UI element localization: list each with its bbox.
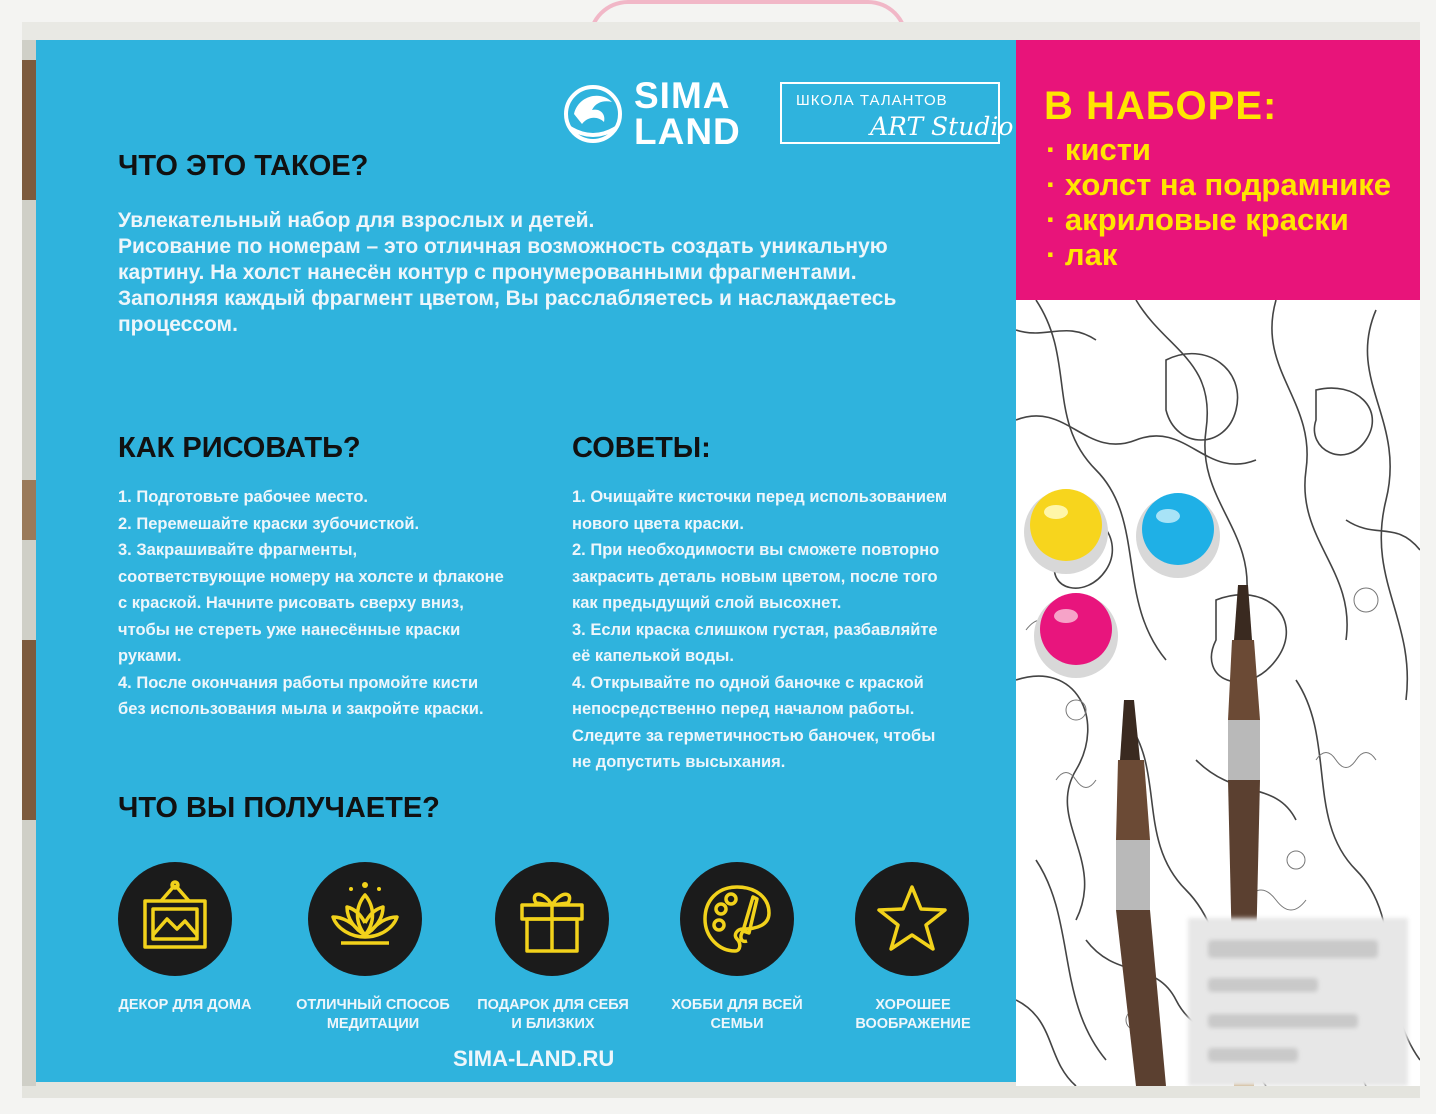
what-line: Увлекательный набор для взрослых и детей.: [118, 209, 595, 232]
benefits-title: ЧТО ВЫ ПОЛУЧАЕТЕ?: [118, 792, 440, 824]
kit-panel: [1016, 40, 1420, 1086]
tips-title: СОВЕТЫ:: [572, 432, 711, 464]
what-text: [118, 208, 896, 338]
box-side-strip: [22, 40, 36, 1086]
tips-line: не допустить высыхания.: [572, 753, 786, 771]
tips-line: 4. Открывайте по одной баночке с краской: [572, 673, 924, 692]
logo-wordmark: SIMA LAND: [634, 75, 741, 152]
tips-line: закрасить деталь новым цветом, после того: [572, 567, 938, 586]
how-line: чтобы не стереть уже нанесённые краски: [118, 620, 461, 639]
tips-line: 2. При необходимости вы сможете повторно: [572, 541, 940, 559]
what-line: Рисование по номерам – это отличная возможность создать уникальную: [118, 235, 888, 258]
blurred-label: [1188, 918, 1408, 1086]
how-line: с краской. Начните рисовать сверху вниз,: [118, 594, 464, 612]
tips-line: её капелькой воды.: [572, 647, 734, 665]
website-url: SIMA-LAND.RU: [453, 1046, 615, 1071]
benefit-caption: ХОРОШЕЕ ВООБРАЖЕНИЕ: [855, 997, 971, 1032]
how-line: 2. Перемешайте краски зубочисткой.: [118, 514, 420, 533]
kit-item: · холст на подрамнике: [1046, 167, 1392, 202]
how-line: руками.: [118, 647, 182, 665]
tips-line: Следите за герметичностью баночек, чтобы: [572, 726, 936, 745]
kit-item: · акриловые краски: [1046, 202, 1349, 237]
lotus-icon: [308, 862, 422, 976]
gift-icon: [495, 862, 609, 976]
tips-line: 3. Если краска слишком густая, разбавляйте: [572, 620, 938, 639]
school-badge: [780, 82, 1014, 144]
what-title: ЧТО ЭТО ТАКОЕ?: [118, 150, 369, 182]
what-line: Заполняя каждый фрагмент цветом, Вы расслабляетесь и наслаждаетесь: [118, 287, 897, 310]
how-line: без использования мыла и закройте краски.: [118, 700, 484, 718]
benefit-caption: ДЕКОР ДЛЯ ДОМА: [118, 997, 252, 1013]
kit-contents-box: [1016, 40, 1420, 300]
what-line: картину. На холст нанесён контур с пронумерованными фрагментами.: [118, 261, 857, 284]
how-line: соответствующие номеру на холсте и флаконе: [118, 567, 504, 586]
tips-line: как предыдущий слой высохнет.: [572, 594, 842, 612]
how-line: 1. Подготовьте рабочее место.: [118, 488, 368, 506]
kit-title: В НАБОРЕ:: [1044, 84, 1278, 128]
what-line: процессом.: [118, 313, 238, 336]
studio-name: ART Studio: [870, 112, 1014, 141]
kit-list: [1046, 132, 1391, 272]
school-name: ШКОЛА ТАЛАНТОВ: [796, 92, 948, 109]
tips-line: 1. Очищайте кисточки перед использованием: [572, 488, 948, 506]
sima-land-logo-icon: [560, 78, 626, 144]
picture-frame-icon: [118, 862, 232, 976]
kit-item: · лак: [1046, 237, 1118, 272]
tips-line: непосредственно перед началом работы.: [572, 700, 915, 718]
how-line: 3. Закрашивайте фрагменты,: [118, 541, 358, 559]
how-title: КАК РИСОВАТЬ?: [118, 432, 361, 464]
benefit-caption: ПОДАРОК ДЛЯ СЕБЯ И БЛИЗКИХ: [477, 997, 629, 1032]
kit-item: · кисти: [1046, 132, 1151, 167]
tips-line: нового цвета краски.: [572, 514, 744, 533]
tips-text: [572, 484, 947, 776]
benefit-caption: ОТЛИЧНЫЙ СПОСОБ МЕДИТАЦИИ: [296, 997, 450, 1032]
benefit-caption: ХОББИ ДЛЯ ВСЕЙ СЕМЬИ: [671, 997, 803, 1032]
star-icon: [855, 862, 969, 976]
how-line: 4. После окончания работы промойте кисти: [118, 673, 479, 692]
palette-icon: [680, 862, 794, 976]
how-text: [118, 484, 504, 723]
